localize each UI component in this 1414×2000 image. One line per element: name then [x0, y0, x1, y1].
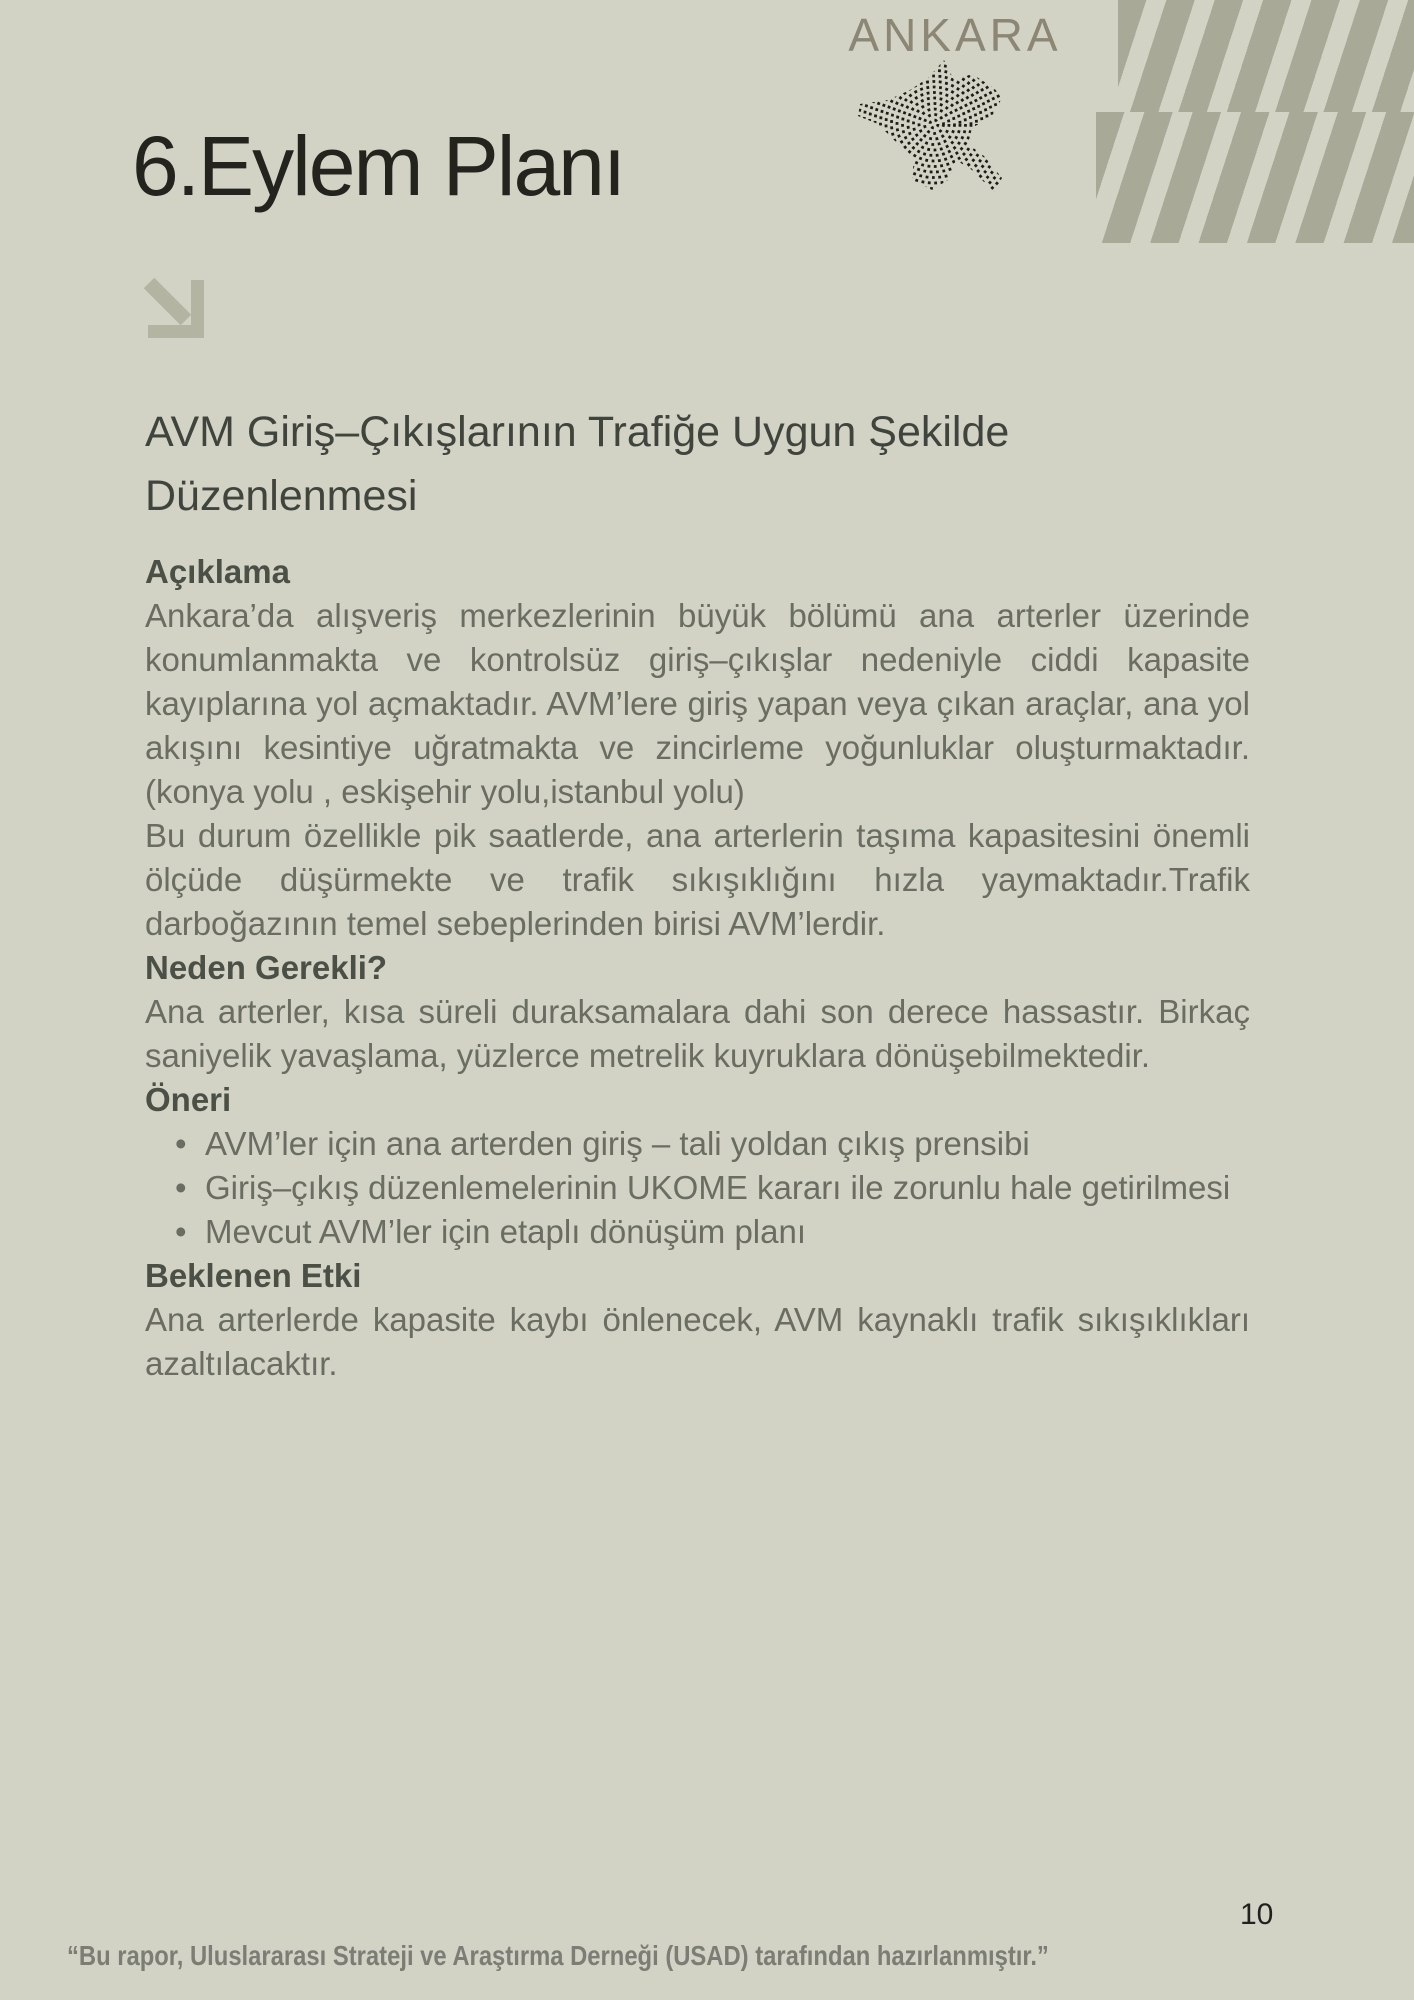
list-item: • AVM’ler için ana arterden giriş – tali yoldan çıkış prensibi [145, 1122, 1250, 1166]
section-label-oneri: Öneri [145, 1081, 232, 1118]
paragraph: Ana arterler, kısa süreli duraksamalara dahi son derece hassastır. Birkaç saniyelik yavaşlama, yüzlerce metrelik kuyruklara dönüşebilmektedir. [145, 993, 1250, 1074]
paragraph: Ankara’da alışveriş merkezlerinin büyük bölümü ana arterler üzerinde konumlanmakta ve kontrolsüz giriş–çıkışlar nedeniyle ciddi kapasite kayıplarına yol açmaktadır. AVM’lere giriş yapan veya çıkan araçlar, ana yol akışını kesintiye uğratmakta ve zincirleme yoğunluklar oluşturmaktadır.(konya yolu , eskişehir yolu,istanbul yolu) [145, 597, 1250, 810]
article-body [145, 550, 1250, 1386]
section-label-neden-gerekli: Neden Gerekli? [145, 949, 388, 986]
article-heading: AVM Giriş–Çıkışlarının Trafiğe Uygun Şekilde Düzenlenmesi [145, 408, 1010, 520]
ankara-map-icon [848, 58, 1018, 198]
paragraph: Bu durum özellikle pik saatlerde, ana arterlerin taşıma kapasitesini önemli ölçüde düşürmekte ve trafik sıkışıklığını hızla yaymaktadır.Trafik darboğazının temel sebeplerinden birisi AVM’lerdir. [145, 817, 1250, 942]
section-label-aciklama: Açıklama [145, 553, 290, 590]
paragraph: Ana arterlerde kapasite kaybı önlenecek, AVM kaynaklı trafik sıkışıklıkları azaltılacaktır. [145, 1301, 1250, 1382]
page-number: 10 [1240, 1898, 1274, 1931]
stripes-pattern-bottom [1096, 112, 1414, 243]
brand-ankara: ANKARA [848, 9, 1062, 61]
section-label-beklenen-etki: Beklenen Etki [145, 1257, 362, 1294]
list-item: • Mevcut AVM’ler için etaplı dönüşüm planı [145, 1210, 1250, 1254]
list-item: • Giriş–çıkış düzenlemelerinin UKOME kararı ile zorunlu hale getirilmesi [145, 1166, 1250, 1210]
stripes-pattern-top [1118, 0, 1414, 112]
suggestion-list [145, 1122, 1250, 1254]
footer-note: “Bu rapor, Uluslararası Strateji ve Araştırma Derneği (USAD) tarafından hazırlanmıştır.” [67, 1940, 1049, 1971]
page-title: 6.Eylem Planı [132, 119, 625, 213]
down-right-arrow-icon [142, 276, 206, 340]
